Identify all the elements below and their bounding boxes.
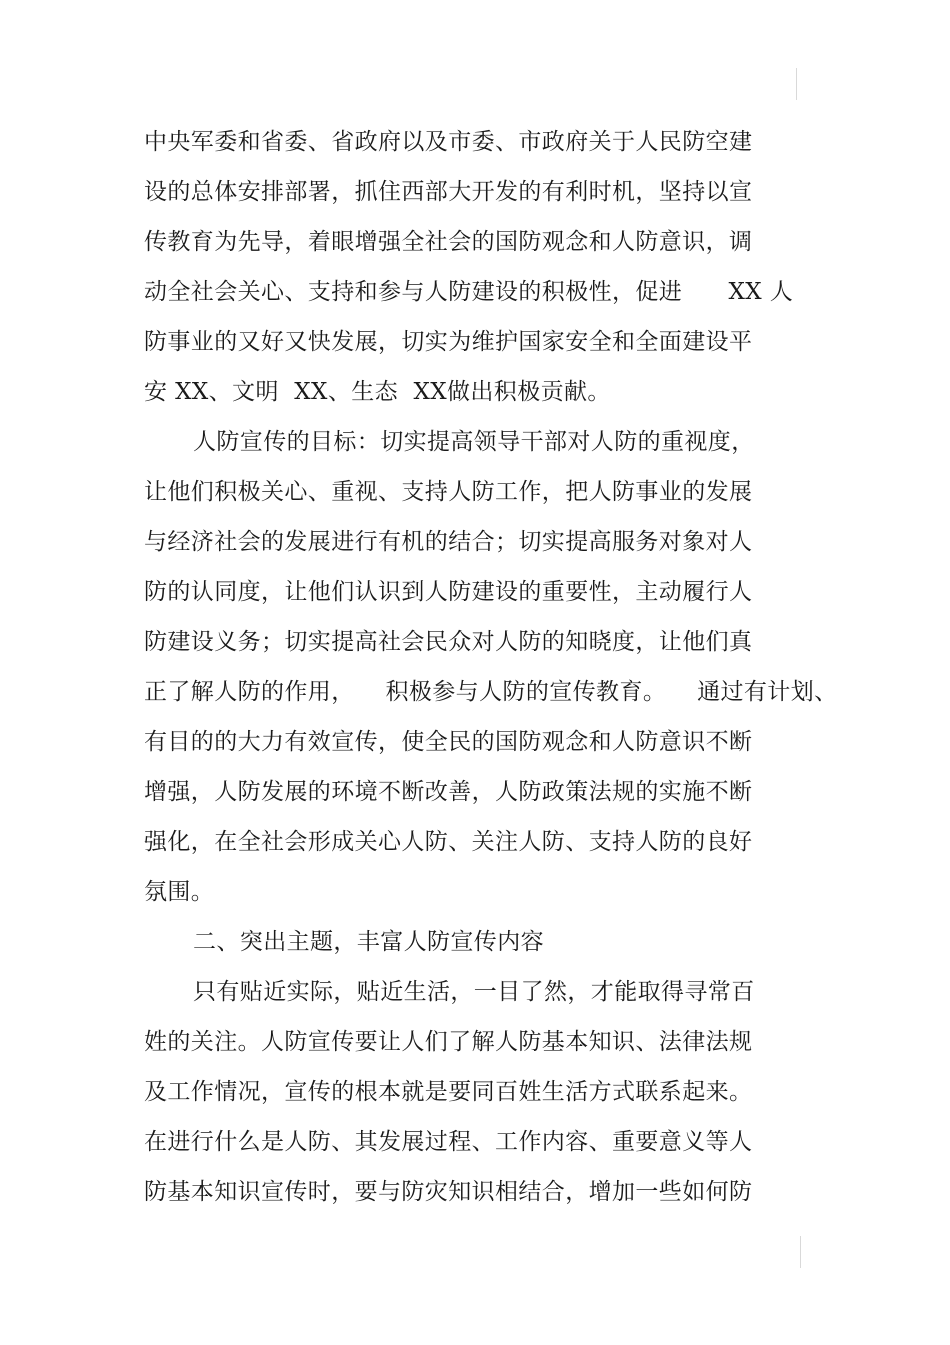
body-line: 让他们积极关心、重视、支持人防工作，把人防事业的发展 [144, 479, 753, 505]
top-right-margin-mark [796, 68, 797, 100]
body-line: 正了解人防的作用， 积极参与人防的宣传教育。 通过有计划、 [144, 679, 838, 705]
body-line: 传教育为先导，着眼增强全社会的国防观念和人防意识，调 [144, 229, 753, 255]
body-line: 强化，在全社会形成关心人防、关注人防、支持人防的良好 [144, 829, 753, 855]
body-line: 及工作情况，宣传的根本就是要同百姓生活方式联系起来。 [144, 1079, 753, 1105]
body-line: 姓的关注。人防宣传要让人们了解人防基本知识、法律法规 [144, 1029, 753, 1055]
body-line: 中央军委和省委、省政府以及市委、市政府关于人民防空建 [144, 129, 753, 155]
body-line: 防事业的又好又快发展，切实为维护国家安全和全面建设平 [144, 329, 753, 355]
body-line: 有目的的大力有效宣传，使全民的国防观念和人防意识不断 [144, 729, 753, 755]
body-line: 在进行什么是人防、其发展过程、工作内容、重要意义等人 [144, 1129, 753, 1155]
body-line: 增强，人防发展的环境不断改善，人防政策法规的实施不断 [144, 779, 753, 805]
body-line: 安 XX、文明 XX、生态 XX做出积极贡献。 [144, 379, 611, 405]
paragraph-first-line: 人防宣传的目标：切实提高领导干部对人防的重视度， [193, 429, 755, 455]
body-line: 设的总体安排部署，抓住西部大开发的有利时机，坚持以宣 [144, 179, 753, 205]
body-line: 防基本知识宣传时，要与防灾知识相结合，增加一些如何防 [144, 1179, 753, 1205]
body-line: 动全社会关心、支持和参与人防建设的积极性，促进 XX 人 [144, 279, 794, 305]
body-line: 防的认同度，让他们认识到人防建设的重要性，主动履行人 [144, 579, 753, 605]
body-line: 氛围。 [144, 879, 215, 905]
paragraph-first-line: 只有贴近实际，贴近生活，一目了然，才能取得寻常百 [193, 979, 755, 1005]
bottom-right-margin-mark [800, 1236, 801, 1268]
body-line: 与经济社会的发展进行有机的结合；切实提高服务对象对人 [144, 529, 753, 555]
body-line: 防建设义务；切实提高社会民众对人防的知晓度，让他们真 [144, 629, 753, 655]
section-heading: 二、突出主题，丰富人防宣传内容 [193, 929, 544, 955]
